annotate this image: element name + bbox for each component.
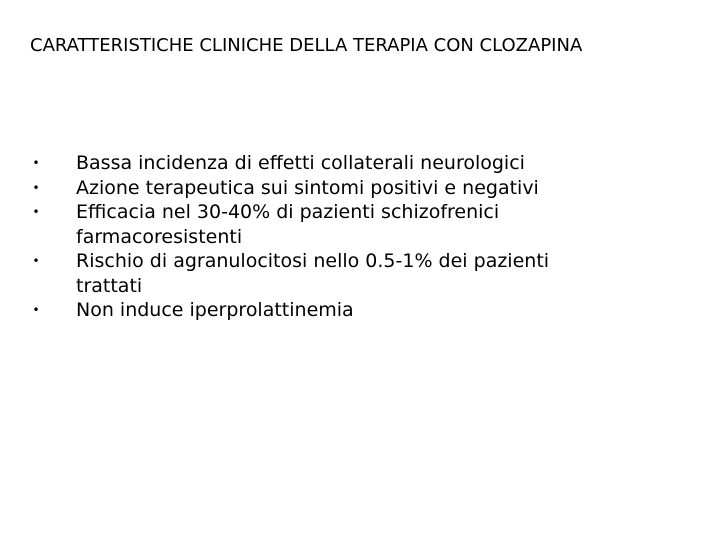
bullet-dot-icon: • bbox=[32, 303, 40, 317]
bullet-dot-icon: • bbox=[32, 180, 40, 195]
bullet-text-line: Rischio di agranulocitosi nello 0.5-1% dei pazienti bbox=[76, 250, 550, 272]
bullet-dot-icon: • bbox=[32, 205, 40, 219]
bullet-item bbox=[30, 176, 690, 201]
bullet-item bbox=[30, 249, 690, 298]
slide-title: CARATTERISTICHE CLINICHE DELLA TERAPIA CON CLOZAPINA bbox=[30, 35, 583, 56]
bullet-dot-icon: • bbox=[32, 254, 40, 268]
bullet-dot-icon: • bbox=[32, 156, 40, 170]
bullet-text-line: Efficacia nel 30-40% di pazienti schizofrenici bbox=[76, 201, 500, 223]
bullet-text-line: farmacoresistenti bbox=[76, 225, 243, 248]
bullet-text-line: Azione terapeutica sui sintomi positivi e negativi bbox=[76, 176, 539, 199]
bullet-text-line: Bassa incidenza di effetti collaterali neurologici bbox=[76, 152, 525, 174]
bullet-item bbox=[30, 298, 690, 323]
bullet-item bbox=[30, 151, 690, 176]
bullet-text-line: trattati bbox=[76, 274, 143, 297]
bullet-text-line: Non induce iperprolattinemia bbox=[76, 299, 354, 321]
bullet-list bbox=[30, 151, 690, 323]
bullet-item bbox=[30, 200, 690, 249]
